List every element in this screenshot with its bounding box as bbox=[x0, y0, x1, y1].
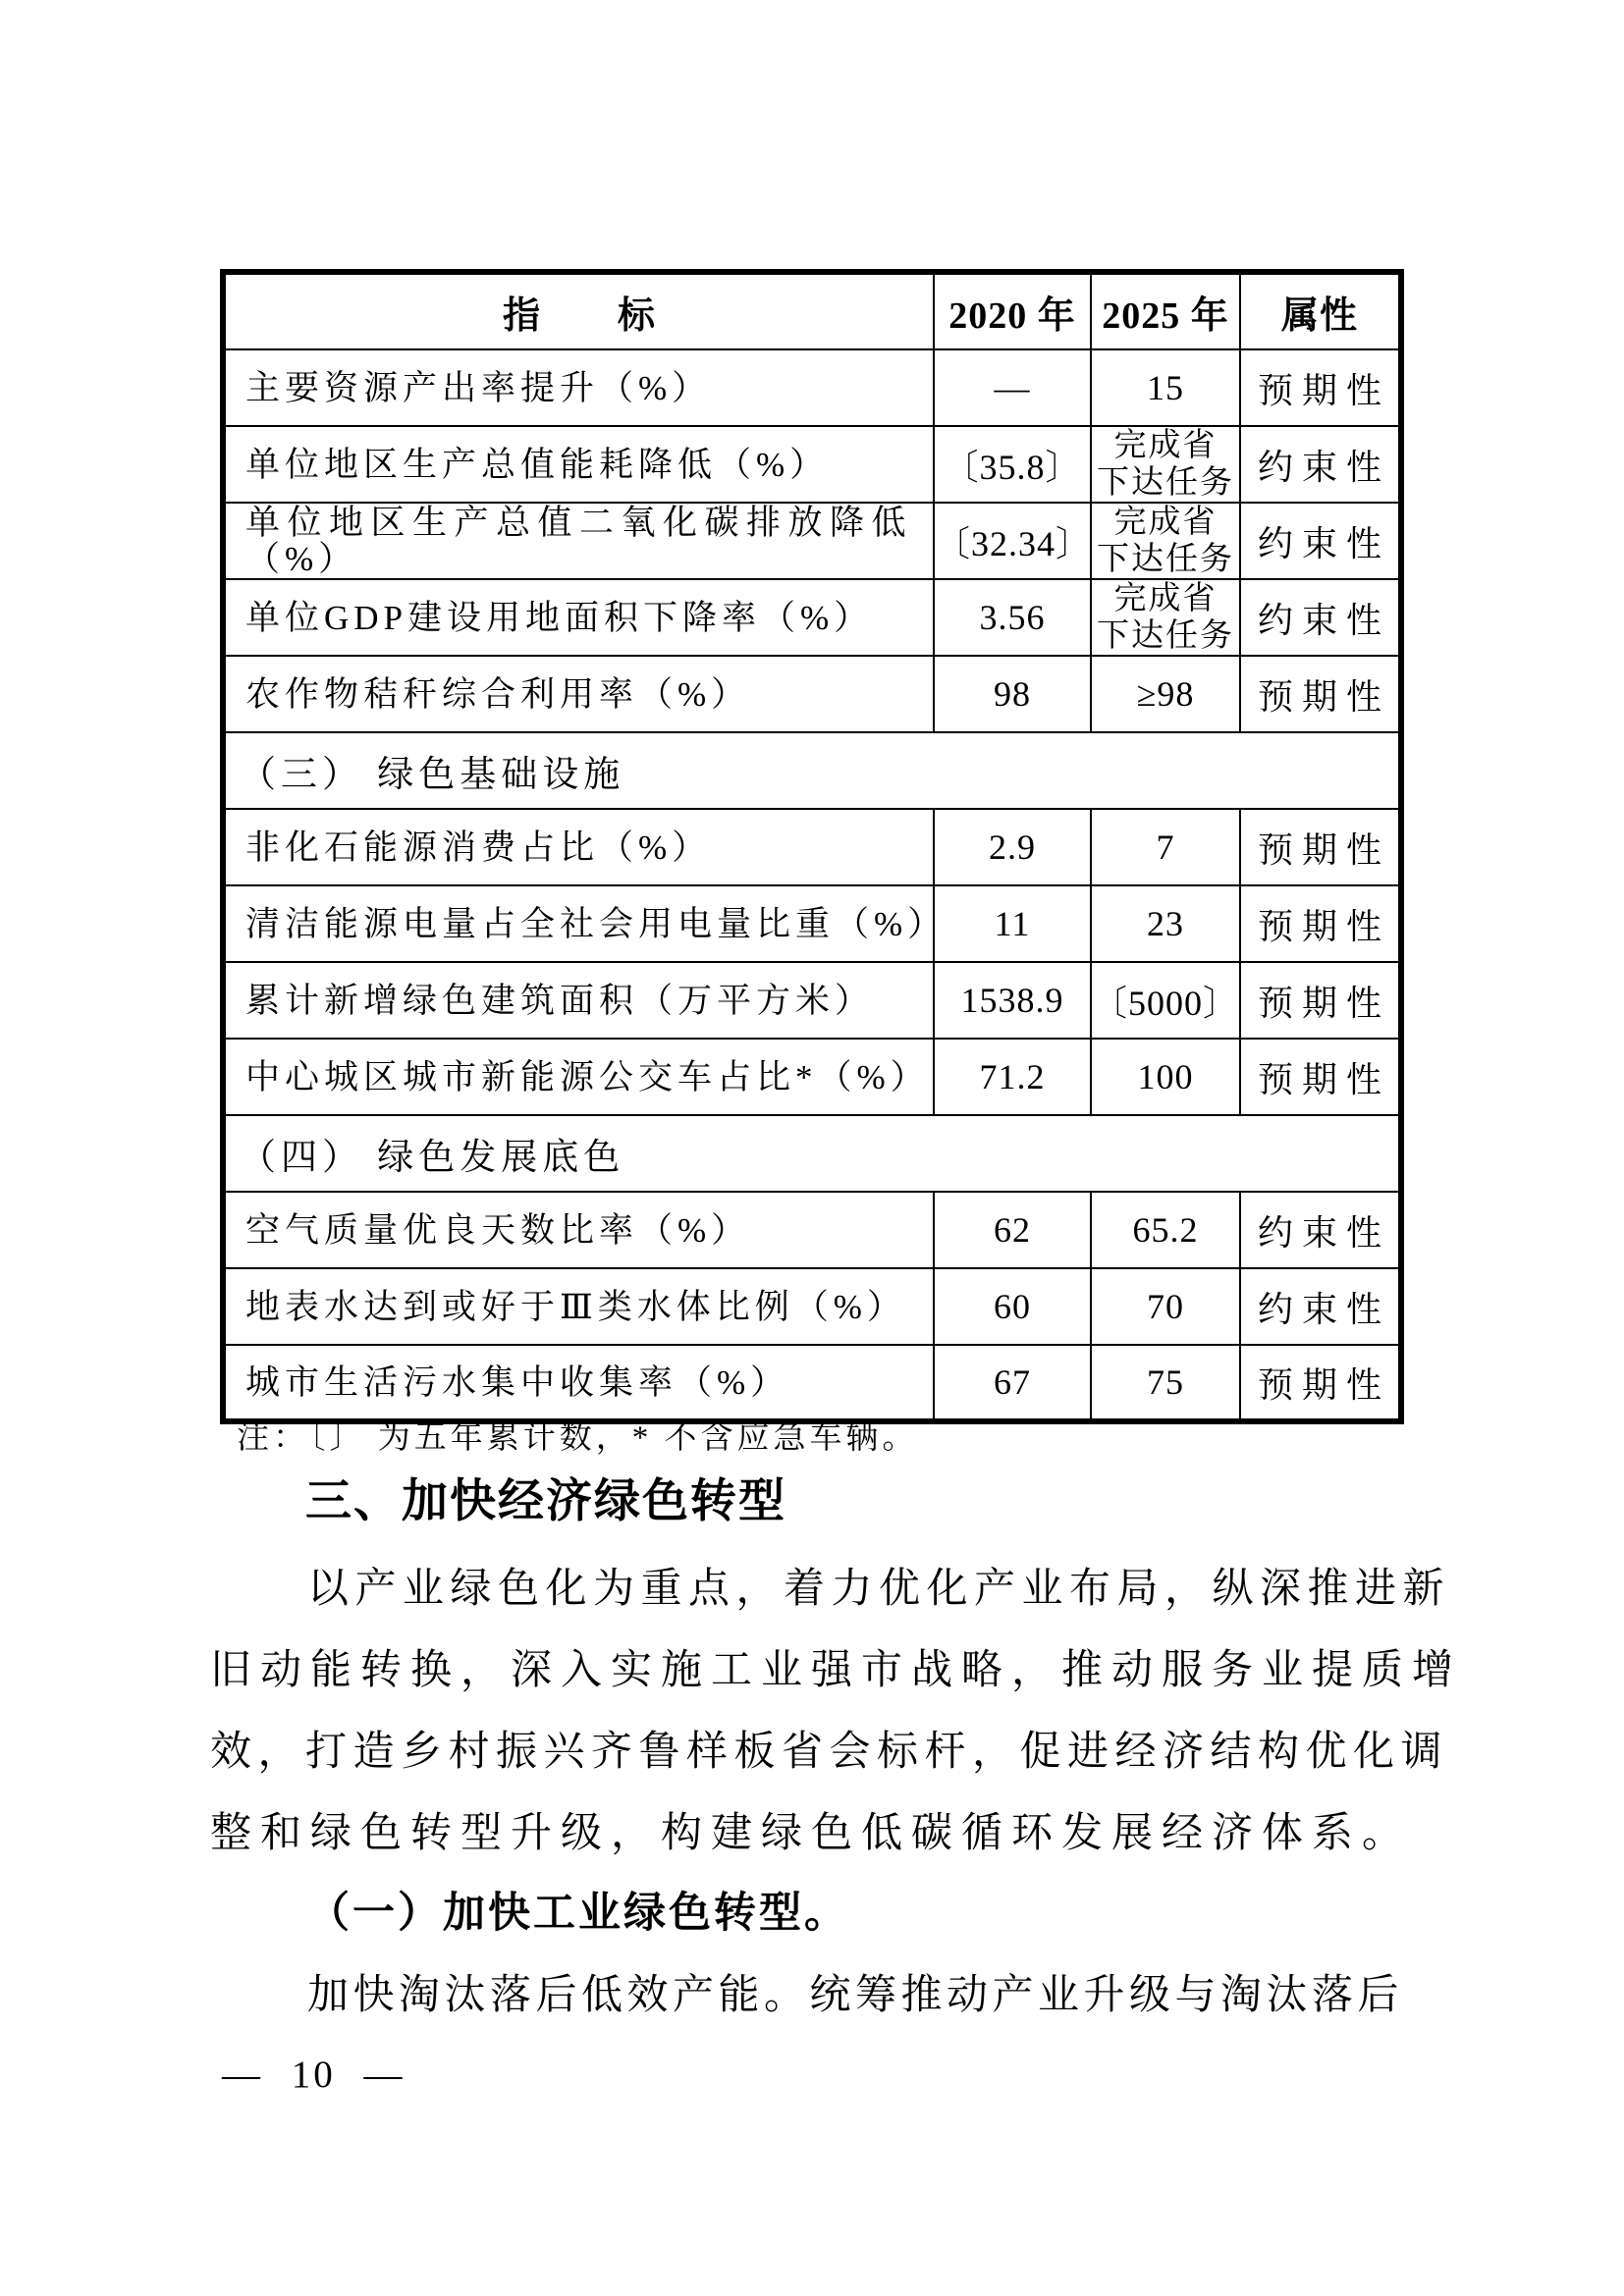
paragraph-line: 效，打造乡村振兴齐鲁样板省会标杆，促进经济结构优化调 bbox=[210, 1730, 1449, 1775]
attribute-value: 预期性 bbox=[1257, 829, 1390, 870]
value-2025-line: 下达任务 bbox=[1097, 542, 1234, 577]
col-header-attribute: 属性 bbox=[1240, 272, 1401, 349]
value-2025: ≥98 bbox=[1136, 674, 1195, 714]
table-section-row bbox=[223, 732, 1401, 809]
table-row bbox=[223, 1192, 1401, 1268]
section-heading: 三、加快经济绿色转型 bbox=[305, 1476, 786, 1527]
indicator-label: 空气质量优良天数比率（%） bbox=[245, 1210, 751, 1250]
attribute-value: 预期性 bbox=[1257, 370, 1390, 410]
value-2025-line: 完成省 bbox=[1113, 505, 1218, 540]
value-2025: 7 bbox=[1156, 828, 1175, 867]
table-row bbox=[223, 962, 1401, 1039]
value-2020: 1538.9 bbox=[960, 981, 1064, 1020]
value-2020: 98 bbox=[994, 674, 1031, 714]
table-row bbox=[223, 809, 1401, 885]
value-2020: 67 bbox=[994, 1362, 1031, 1402]
value-2025-line: 完成省 bbox=[1113, 428, 1218, 463]
table-row bbox=[223, 885, 1401, 962]
sub-heading: （一）加快工业绿色转型。 bbox=[307, 1891, 849, 1937]
table-row bbox=[223, 579, 1401, 656]
value-2020: 62 bbox=[994, 1210, 1031, 1250]
table-section-row bbox=[223, 1115, 1401, 1192]
page-number: — 10 — bbox=[222, 2054, 406, 2096]
value-2025-line: 下达任务 bbox=[1097, 618, 1234, 654]
section-title: （三） 绿色基础设施 bbox=[240, 755, 625, 795]
table-row bbox=[223, 1345, 1401, 1421]
indicator-label-line: 单位地区生产总值二氧化碳排放降低 bbox=[245, 504, 914, 542]
indicator-table bbox=[220, 269, 1404, 1424]
table-row bbox=[223, 1268, 1401, 1345]
paragraph-line: 旧动能转换，深入实施工业强市战略，推动服务业提质增 bbox=[210, 1648, 1463, 1693]
value-2025: 〔5000〕 bbox=[1092, 983, 1240, 1023]
value-2025-line: 下达任务 bbox=[1097, 465, 1234, 501]
col-header-2025: 2025 年 bbox=[1091, 272, 1240, 349]
attribute-value: 预期性 bbox=[1257, 983, 1390, 1023]
indicator-label: 中心城区城市新能源公交车占比*（%） bbox=[245, 1057, 930, 1096]
table-row bbox=[223, 1039, 1401, 1115]
value-2020: 3.56 bbox=[979, 598, 1046, 637]
attribute-value: 预期性 bbox=[1257, 906, 1390, 946]
value-2020: 〔32.34〕 bbox=[935, 523, 1093, 563]
value-2020: 11 bbox=[994, 904, 1031, 943]
table-row bbox=[223, 349, 1401, 426]
paragraph-line: 以产业绿色化为重点，着力优化产业布局，纵深推进新 bbox=[307, 1567, 1451, 1612]
indicator-label: 单位地区生产总值能耗降低（%） bbox=[245, 445, 830, 484]
value-2025: 70 bbox=[1147, 1287, 1184, 1326]
indicator-label: 农作物秸秆综合利用率（%） bbox=[245, 674, 751, 714]
indicator-label: 清洁能源电量占全社会用电量比重（%） bbox=[245, 904, 947, 943]
indicator-label: 单位GDP建设用地面积下降率（%） bbox=[245, 598, 874, 637]
section-title: （四） 绿色发展底色 bbox=[240, 1138, 625, 1178]
indicator-label: 城市生活污水集中收集率（%） bbox=[245, 1362, 790, 1402]
value-2025: 65.2 bbox=[1132, 1210, 1199, 1250]
value-2025: 15 bbox=[1147, 368, 1184, 407]
indicator-label: 地表水达到或好于Ⅲ类水体比例（%） bbox=[245, 1287, 906, 1326]
table-row bbox=[223, 656, 1401, 732]
col-header-indicator: 指 标 bbox=[223, 272, 934, 349]
value-2020: 〔35.8〕 bbox=[943, 447, 1082, 487]
value-2025: 23 bbox=[1147, 904, 1184, 943]
indicator-label-line: （%） bbox=[245, 540, 358, 578]
value-2025: 100 bbox=[1137, 1057, 1194, 1096]
attribute-value: 约束性 bbox=[1257, 600, 1390, 640]
attribute-value: 约束性 bbox=[1257, 1289, 1390, 1329]
table-row bbox=[223, 426, 1401, 503]
indicator-label: 累计新增绿色建筑面积（万平方米） bbox=[245, 981, 875, 1020]
col-header-2020: 2020 年 bbox=[934, 272, 1091, 349]
table-header-row bbox=[223, 272, 1401, 349]
attribute-value: 预期性 bbox=[1257, 1364, 1390, 1405]
attribute-value: 约束性 bbox=[1257, 1212, 1390, 1253]
attribute-value: 约束性 bbox=[1257, 447, 1390, 487]
paragraph-line: 加快淘汰落后低效产能。统筹推动产业升级与淘汰落后 bbox=[307, 1973, 1404, 2018]
table-footnote: 注：〔〕 为五年累计数，* 不含应急车辆。 bbox=[237, 1420, 919, 1456]
value-2020: 2.9 bbox=[989, 828, 1036, 867]
attribute-value: 约束性 bbox=[1257, 523, 1390, 563]
value-2025: 75 bbox=[1147, 1362, 1184, 1402]
attribute-value: 预期性 bbox=[1257, 676, 1390, 717]
indicator-label: 非化石能源消费占比（%） bbox=[245, 828, 712, 867]
value-2020: 71.2 bbox=[979, 1057, 1046, 1096]
attribute-value: 预期性 bbox=[1257, 1059, 1390, 1099]
table-row bbox=[223, 503, 1401, 579]
paragraph-line: 整和绿色转型升级，构建绿色低碳循环发展经济体系。 bbox=[210, 1811, 1413, 1856]
value-2025-line: 完成省 bbox=[1113, 581, 1218, 616]
indicator-label: 主要资源产出率提升（%） bbox=[245, 368, 712, 407]
value-2020: — bbox=[994, 368, 1031, 407]
value-2020: 60 bbox=[994, 1287, 1031, 1326]
